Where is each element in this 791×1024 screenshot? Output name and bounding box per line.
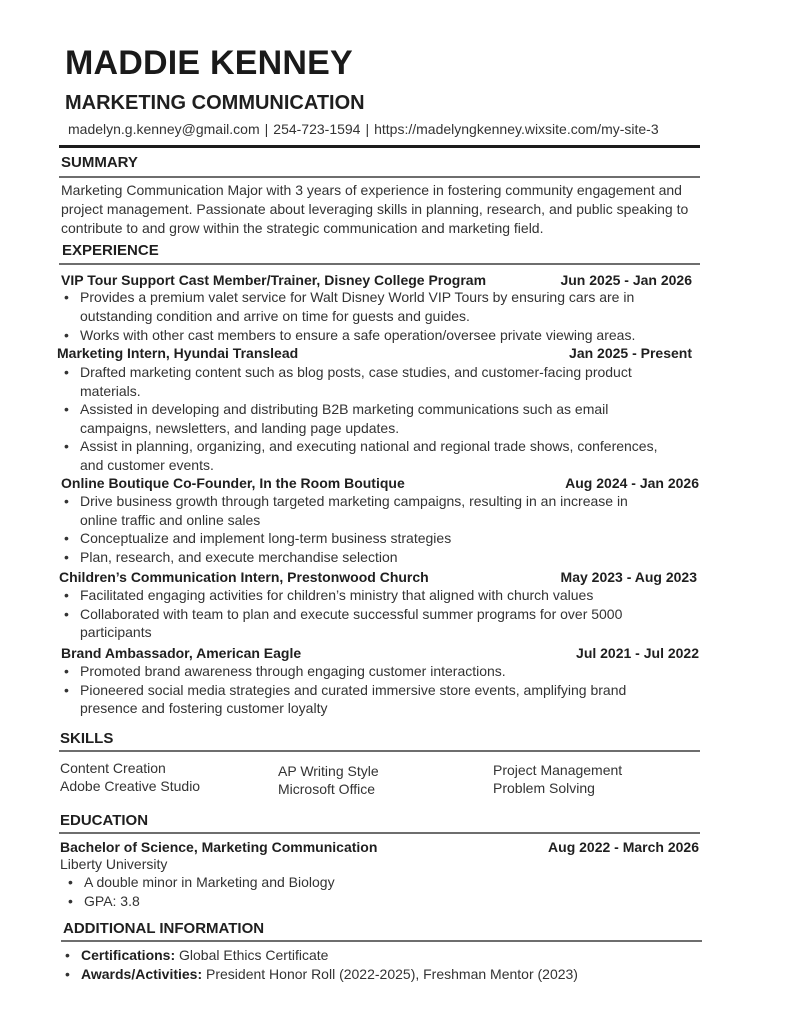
job-bullets [62,662,662,718]
header-divider [59,145,700,148]
job-bullet: • Conceptualize and implement long-term business strategies [62,529,662,548]
contact-line [68,121,659,137]
school-name: Liberty University [60,856,168,872]
additional-value: President Honor Roll (2022-2025), Freshman Mentor (2023) [202,965,578,982]
job-dates: Jul 2021 - Jul 2022 [576,645,699,661]
job-dates: May 2023 - Aug 2023 [560,569,697,585]
job-title: Brand Ambassador, American Eagle [61,645,302,661]
additional-label: Awards/Activities: [81,965,203,982]
additional-item [63,946,703,965]
job-bullet: • Facilitated engaging activities for children’s ministry that aligned with church values [62,586,662,605]
job-dates: Aug 2024 - Jan 2026 [565,475,699,491]
summary-text [61,181,711,238]
education-bullets [66,873,566,910]
skill-item: Project Management [493,762,623,778]
job-title: VIP Tour Support Cast Member/Trainer, Disney College Program [61,272,487,288]
additional-value: Global Ethics Certificate [175,947,329,963]
degree-title: Bachelor of Science, Marketing Communication [60,839,378,855]
additional-heading: ADDITIONAL INFORMATION [63,920,265,937]
additional-label: Certifications: [81,947,176,963]
additional-bullets [63,946,703,983]
job-bullet: • Drafted marketing content such as blog posts, case studies, and customer-facing product materials. [62,363,662,400]
summary-line: Marketing Communication Major with 3 years of experience in fostering community engagement and [61,182,682,198]
skills-heading: SKILLS [60,730,114,747]
job-dates: Jan 2025 - Present [569,345,692,361]
experience-heading: EXPERIENCE [62,242,159,259]
job-bullet: • Promoted brand awareness through engaging customer interactions. [62,662,662,681]
skill-item: Problem Solving [493,780,595,796]
job-title: Children’s Communication Intern, Prestonwood Church [59,569,429,585]
job-title: Marketing Intern, Hyundai Translead [57,345,299,361]
job-dates: Jun 2025 - Jan 2026 [560,272,692,288]
job-bullets [62,492,662,566]
summary-divider [59,176,700,178]
job-bullets [62,288,662,345]
job-bullets [62,363,662,474]
experience-divider [59,263,700,265]
contact-separator: | [365,121,370,137]
job-bullet: • Assisted in developing and distributing B2B marketing communications such as email campaigns, newsletters, and landing page updates. [62,400,662,437]
education-divider [59,832,700,834]
candidate-name: MADDIE KENNEY [65,44,353,82]
additional-divider [61,940,702,942]
education-bullet: • A double minor in Marketing and Biology [66,873,566,892]
phone-number: 254-723-1594 [273,121,361,137]
job-bullets [62,586,662,642]
additional-item [63,965,703,984]
skill-item: AP Writing Style [278,763,379,779]
contact-separator: | [264,121,269,137]
education-heading: EDUCATION [60,812,149,829]
skill-item: Adobe Creative Studio [60,778,201,794]
job-bullet: • Drive business growth through targeted marketing campaigns, resulting in an increase in online traffic and online sales [62,492,662,529]
skill-item: Microsoft Office [278,781,375,797]
candidate-title: MARKETING COMMUNICATION [65,92,365,114]
job-title: Online Boutique Co-Founder, In the Room Boutique [61,475,405,491]
job-bullet: • Works with other cast members to ensure a safe operation/oversee private viewing areas. [62,326,662,345]
education-bullet: • GPA: 3.8 [66,892,566,911]
summary-line: contribute to and grow within the strategic communication and marketing field. [61,220,544,236]
website-link[interactable]: https://madelyngkenney.wixsite.com/my-site-3 [374,121,659,137]
job-bullet: • Pioneered social media strategies and curated immersive store events, amplifying brand presence and fostering customer loyalty [62,681,662,718]
skill-item: Content Creation [60,760,166,776]
email-link[interactable]: madelyn.g.kenney@gmail.com [68,121,260,137]
summary-heading: SUMMARY [61,154,138,171]
job-bullet: • Collaborated with team to plan and execute successful summer programs for over 5000 participants [62,605,662,642]
education-dates: Aug 2022 - March 2026 [548,839,699,855]
job-bullet: • Plan, research, and execute merchandise selection [62,548,662,567]
job-bullet: • Provides a premium valet service for Walt Disney World VIP Tours by ensuring cars are in outstanding condition and arrive on time for guests and guides. [62,288,662,325]
summary-line: project management. Passionate about leveraging skills in planning, research, and public speaking to [61,201,689,217]
skills-divider [59,750,700,752]
job-bullet: • Assist in planning, organizing, and executing national and regional trade shows, conferences, and customer events. [62,437,662,474]
